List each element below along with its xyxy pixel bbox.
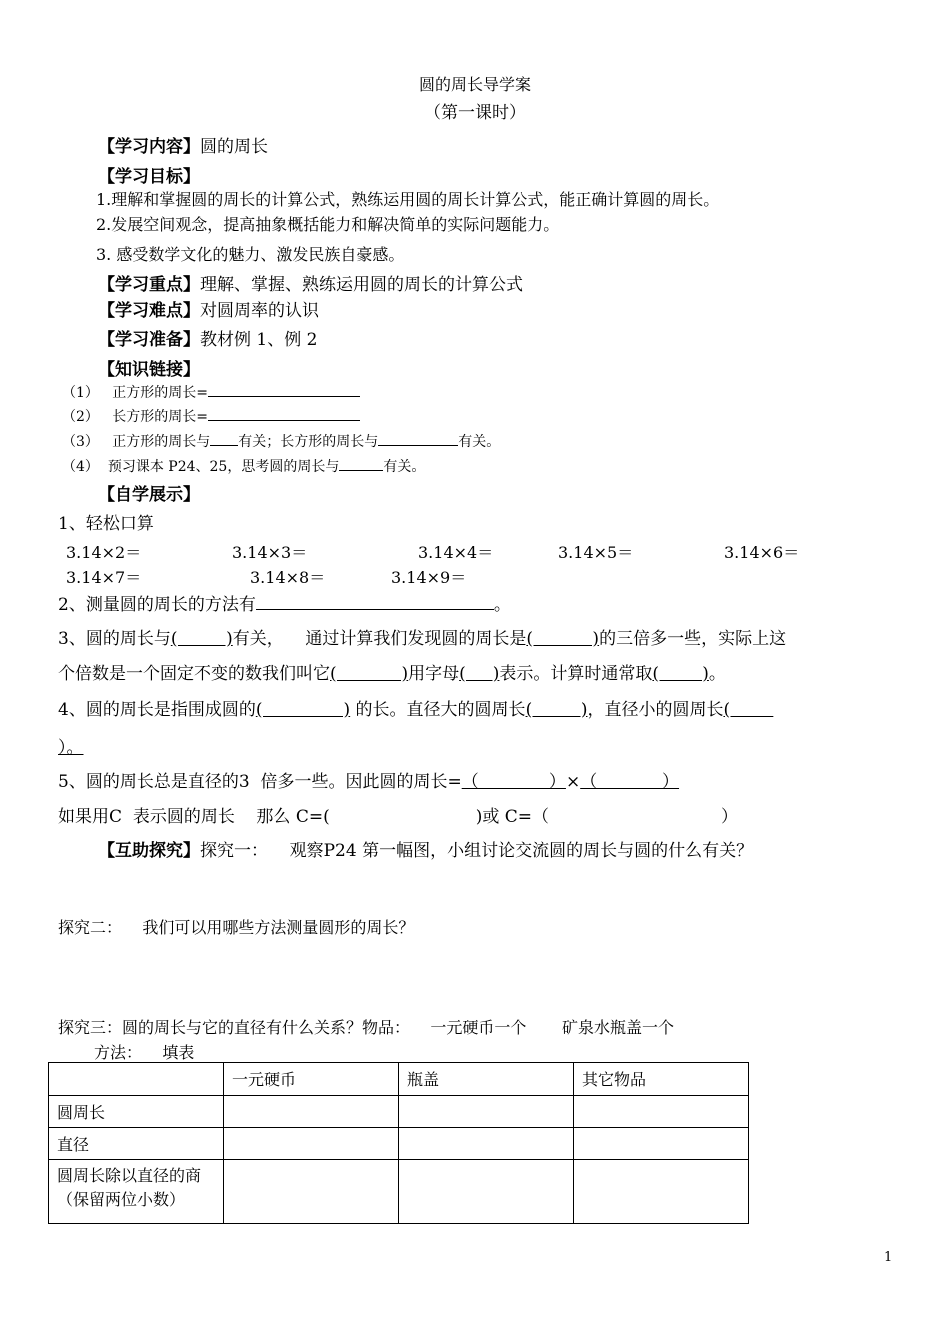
q5-line-1 [58,767,679,792]
q2-text-a: 2、测量圆的周长的方法有 [58,595,256,615]
page-title: 圆的周长导学案 [418,75,531,94]
link-3-blank-2[interactable] [378,431,458,446]
q5-line-2 [58,802,738,827]
q5-blank-1[interactable]: （ ） [461,772,566,792]
learning-content-label: 【学习内容】 [98,137,200,157]
table-cell[interactable] [224,1128,399,1160]
q5-text-c: )或 C=（ [475,807,550,827]
learning-content [98,132,268,157]
link-1 [62,382,360,402]
q5-text-a: 5、圆的周长总是直径的3 倍多一些。因此圆的周长= [58,772,462,792]
q4-text-c: ，直径小的圆周长 [587,700,724,720]
q2-blank[interactable] [256,592,494,610]
q1-title: 1、轻松口算 [58,514,154,534]
explore-3: 探究三：圆的周长与它的直径有什么关系？物品： 一元硬币一个 矿泉水瓶盖一个 [58,1018,674,1037]
q3-text-d: 个倍数是一个固定不变的数我们叫它 [58,664,330,684]
link-4 [62,456,425,476]
table-cell[interactable] [224,1096,399,1128]
explore-label: 【互助探究】 [98,841,200,861]
calc-2: 3.14×3＝ [232,543,308,562]
table-row [49,1096,749,1128]
explore-3-method: 方法： 填表 [94,1043,195,1062]
q2-text-b: 。 [493,595,511,615]
calc-7: 3.14×8＝ [250,568,326,587]
q3-blank-4[interactable]: ( ) [459,664,500,684]
q5-blank-2[interactable]: （ ） [580,772,680,792]
learning-goals-label: 【学习目标】 [98,167,200,187]
preparation-text: 教材例 1、例 2 [200,330,318,350]
self-study-label: 【自学展示】 [98,485,200,505]
calc-5: 3.14×6＝ [724,543,800,562]
q4-line-2: ）。 [58,738,84,758]
table-row [49,1160,749,1224]
page-subtitle: （第一课时） [424,103,526,123]
link-1-num: （1） [62,385,99,401]
table-row [49,1128,749,1160]
link-4-num: （4） [62,459,99,475]
table-row-label: 圆周长 [49,1096,224,1128]
table-cell[interactable] [224,1160,399,1224]
q3-text-e: 用字母 [408,664,460,684]
q3-text-f: 表示。计算时通常取 [499,664,653,684]
link-3 [62,431,500,451]
q3-blank-5[interactable]: ( ) [652,664,709,684]
preparation-label: 【学习准备】 [98,330,200,350]
calc-1: 3.14×2＝ [66,543,142,562]
link-3-text-b: 有关；长方形的周长与 [238,434,379,450]
q4-text-b: 的长。直径大的圆周长 [350,700,526,720]
q4-line-1 [58,695,773,720]
explore-1-text: 探究一： 观察P24 第一幅图，小组讨论交流圆的周长与圆的什么有关？ [200,841,754,861]
explore-2: 探究二： 我们可以用哪些方法测量圆形的周长？ [58,918,415,937]
link-3-text-c: 有关。 [458,434,501,450]
q4-blank-3[interactable]: ( [723,700,774,720]
key-point-text: 理解、掌握、熟练运用圆的周长的计算公式 [200,275,523,295]
q4-text-a: 4、圆的周长是指围成圆的 [58,700,256,720]
q3-text-c: 的三倍多一些，实际上这 [599,629,787,649]
link-4-text-a: 预习课本 P24、25，思考圆的周长与 [107,459,340,475]
link-2-blank[interactable] [208,406,360,421]
link-2-text: 长方形的周长= [112,409,209,425]
link-3-blank-1[interactable] [210,431,238,446]
q3-line-1 [58,624,786,649]
q5-text-b: 如果用C 表示圆的周长 那么 C=( [58,807,330,827]
q4-blank-1[interactable]: ( ) [255,700,351,720]
q3-text-a: 3、圆的周长与 [58,629,171,649]
table-header-cell: 一元硬币 [224,1063,399,1096]
link-2 [62,406,360,426]
calc-6: 3.14×7＝ [66,568,142,587]
q3-line-2 [58,659,726,684]
link-4-text-b: 有关。 [383,459,426,475]
q4-blank-2[interactable]: ( ) [525,700,588,720]
calc-8: 3.14×9＝ [391,568,467,587]
table-row-label: 直径 [49,1128,224,1160]
q3-text-g: 。 [708,664,726,684]
q5-times: × [565,772,581,792]
calc-3: 3.14×4＝ [418,543,494,562]
table-header-cell [49,1063,224,1096]
link-1-text: 正方形的周长= [112,385,209,401]
key-point-label: 【学习重点】 [98,275,200,295]
table-header-cell: 其它物品 [574,1063,749,1096]
link-2-num: （2） [62,409,99,425]
goal-item-1: 1.理解和掌握圆的周长的计算公式，熟练运用圆的周长计算公式，能正确计算圆的周长。 [96,190,720,209]
link-3-num: （3） [62,434,99,450]
table-header-row [49,1063,749,1096]
link-1-blank[interactable] [208,382,360,397]
link-3-text-a: 正方形的周长与 [112,434,211,450]
q3-text-b: 有关， 通过计算我们发现圆的周长是 [232,629,527,649]
table-header-cell: 瓶盖 [399,1063,574,1096]
q2 [58,590,511,615]
q3-blank-3[interactable]: ( ) [330,664,409,684]
difficulty-point [98,296,319,321]
difficulty-label: 【学习难点】 [98,301,200,321]
table-cell[interactable] [574,1128,749,1160]
q3-blank-2[interactable]: ( ) [526,629,600,649]
q3-blank-1[interactable]: ( ) [170,629,233,649]
table-row-label: 圆周长除以直径的商（保留两位小数） [49,1160,224,1224]
data-table [48,1062,749,1224]
table-cell[interactable] [574,1096,749,1128]
learning-content-text: 圆的周长 [200,137,268,157]
table-cell[interactable] [399,1128,574,1160]
link-4-blank[interactable] [339,456,383,471]
goal-item-3: 3. 感受数学文化的魅力、激发民族自豪感。 [96,245,405,264]
key-point [98,270,523,295]
preparation [98,325,317,350]
table-cell[interactable] [399,1160,574,1224]
calc-4: 3.14×5＝ [558,543,634,562]
table-cell[interactable] [574,1160,749,1224]
table-cell[interactable] [399,1096,574,1128]
knowledge-links-label: 【知识链接】 [98,360,200,380]
goal-item-2: 2.发展空间观念，提高抽象概括能力和解决简单的实际问题能力。 [96,215,560,234]
explore-1 [98,836,753,861]
page-number: 1 [884,1250,893,1265]
q5-text-d: ） [721,807,739,827]
difficulty-text: 对圆周率的认识 [200,301,319,321]
